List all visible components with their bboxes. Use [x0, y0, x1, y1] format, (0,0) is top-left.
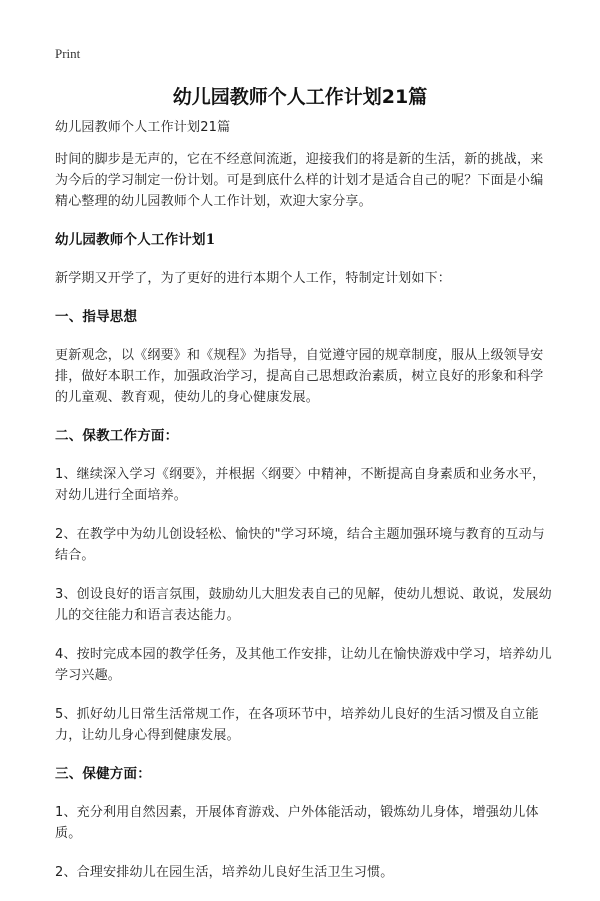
page-title: 幼儿园教师个人工作计划21篇 [172, 86, 428, 108]
plan-1-intro: 新学期又开学了，为了更好的进行本期个人工作，特制定计划如下： [55, 271, 452, 286]
section-1-heading: 一、指导思想 [55, 309, 138, 325]
section-2-heading: 二、保教工作方面： [55, 428, 179, 444]
list-item: 1、继续深入学习《纲要》，并根据〈纲要〉中精神，不断提高自身素质和业务水平，对幼儿进行全面培养。 [55, 467, 546, 503]
list-item: 2、在教学中为幼儿创设轻松、愉快的"学习环境，结合主题加强环境与教育的互动与结合。 [55, 527, 545, 563]
plan-1-heading: 幼儿园教师个人工作计划1 [55, 232, 216, 248]
section-3-heading: 三、保健方面： [55, 766, 151, 782]
article-subtitle: 幼儿园教师个人工作计划21篇 [55, 120, 231, 135]
list-item: 4、按时完成本园的教学任务，及其他工作安排，让幼儿在愉快游戏中学习，培养幼儿学习兴趣。 [55, 647, 552, 683]
section-1-text: 更新观念，以《纲要》和《规程》为指导，自觉遵守园的规章制度，服从上级领导安排，做好本职工作，加强政治学习，提高自己思想政治素质，树立良好的形象和科学的儿童观、教育观，使幼儿的身心健康发展。 [55, 348, 544, 405]
list-item: 2、合理安排幼儿在园生活，培养幼儿良好生活卫生习惯。 [55, 865, 394, 880]
list-item: 5、抓好幼儿日常生活常规工作，在各项环节中，培养幼儿良好的生活习惯及自立能力，让幼儿身心得到健康发展。 [55, 707, 539, 743]
list-item: 3、创设良好的语言氛围，鼓励幼儿大胆发表自己的见解，使幼儿想说、敢说，发展幼儿的交往能力和语言表达能力。 [55, 587, 552, 623]
intro-paragraph: 时间的脚步是无声的，它在不经意间流逝，迎接我们的将是新的生活，新的挑战，来为今后的学习制定一份计划。可是到底什么样的计划才是适合自己的呢？下面是小编精心整理的幼儿园教师个人工作计划，欢迎大家分享。 [55, 152, 544, 209]
article-body [55, 118, 552, 901]
print-link[interactable]: Print [55, 46, 81, 61]
list-item: 1、充分利用自然因素，开展体育游戏、户外体能活动，锻炼幼儿身体，增强幼儿体质。 [55, 805, 539, 841]
